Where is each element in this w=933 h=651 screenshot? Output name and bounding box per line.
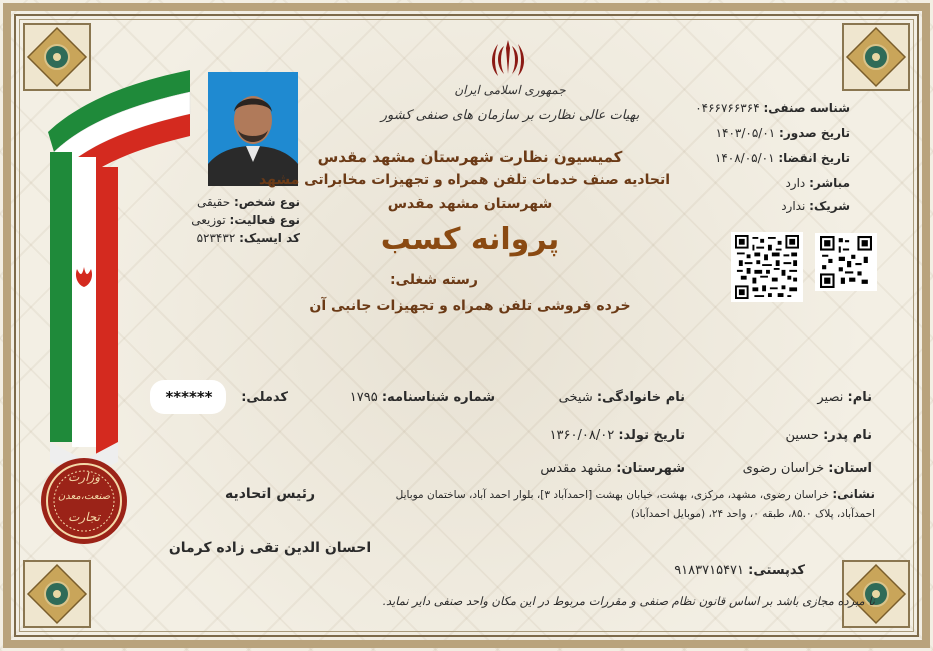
county: شهرستان: مشهد مقدس (540, 461, 685, 476)
guild-id: شناسه صنفی: ۰۴۶۶۷۶۶۳۶۴ (695, 101, 850, 115)
seal-text-bottom: تجارت (68, 510, 100, 524)
corner-ornament-icon (841, 22, 911, 92)
person-type: نوع شخص: حقیقی (196, 195, 300, 209)
seal-text-mid: صنعت،معدن (57, 491, 111, 502)
id-number: شماره شناسنامه: ۱۷۹۵ (349, 390, 495, 405)
seal-text-top: وزارت (67, 470, 100, 484)
address-line-1: نشانی: خراسان رضوی، مشهد، مرکزی، بهشت، خیابان بهشت [احمدآباد ۳]، بلوار احمد آباد، ساختمان موبایل (395, 487, 875, 501)
province: استان: خراسان رضوی (742, 461, 872, 476)
iran-flag-ribbon-icon (40, 62, 200, 482)
signatory-name: احسان الدین تقی زاده کرمان (168, 540, 372, 556)
iran-emblem-icon (490, 38, 526, 78)
national-code-label: کدملی: (241, 390, 288, 405)
republic-line: جمهوری اسلامی ایران (454, 83, 566, 97)
expiry-date: تاریخ انقضا: ۱۴۰۸/۰۵/۰۱ (714, 151, 850, 165)
board-line: بهیات عالی نظارت بر سازمان های صنفی کشور (380, 108, 640, 123)
qr-code-large-icon[interactable] (731, 232, 803, 302)
address-line-2: احمدآباد، پلاک ۸۵.۰، طبقه ۰، واحد ۲۴، (موبایل احمدآباد) (630, 508, 875, 520)
commission-line: کمیسیون نظارت شهرستان مشهد مقدس (317, 148, 623, 166)
license-title: پروانه کسب (380, 222, 560, 257)
footer-note: نا مبرده مجازی باشد بر اساس قانون نظام صنفی و مقررات مربوط در این مکان واحد صنفی دایر نماید. (382, 594, 875, 608)
qr-code-small-icon[interactable] (815, 233, 877, 291)
birth-date: تاریخ تولد: ۱۳۶۰/۰۸/۰۲ (549, 428, 685, 443)
city-line: شهرستان مشهد مقدس (387, 196, 553, 212)
signatory-role: رئیس اتحادیه (224, 486, 316, 502)
father-name: نام پدر: حسین (785, 428, 872, 443)
issue-date: تاریخ صدور: ۱۴۰۳/۰۵/۰۱ (715, 126, 850, 140)
category-value: خرده فروشی تلفن همراه و تجهیزات جانبی آن (309, 298, 631, 314)
manager-status: مباشر: دارد (785, 176, 850, 190)
category-label: رسته شغلی: (389, 272, 478, 288)
family-name: نام خانوادگی: شیخی (558, 390, 685, 405)
activity-type: نوع فعالیت: توزیعی (191, 213, 300, 227)
partner-status: شریک: ندارد (781, 199, 850, 213)
national-code-value: ****** (165, 388, 213, 406)
isic-code: کد ایسیک: ۵۲۳۴۳۲ (196, 231, 300, 245)
postal-code: کدپستی: ۹۱۸۳۷۱۵۴۷۱ (674, 563, 805, 578)
corner-ornament-icon (22, 559, 92, 629)
union-line: اتحادیه صنف خدمات تلفن همراه و تجهیزات مخابراتی مشهد (259, 172, 670, 188)
owner-photo (208, 72, 298, 186)
first-name: نام: نصیر (817, 390, 872, 405)
